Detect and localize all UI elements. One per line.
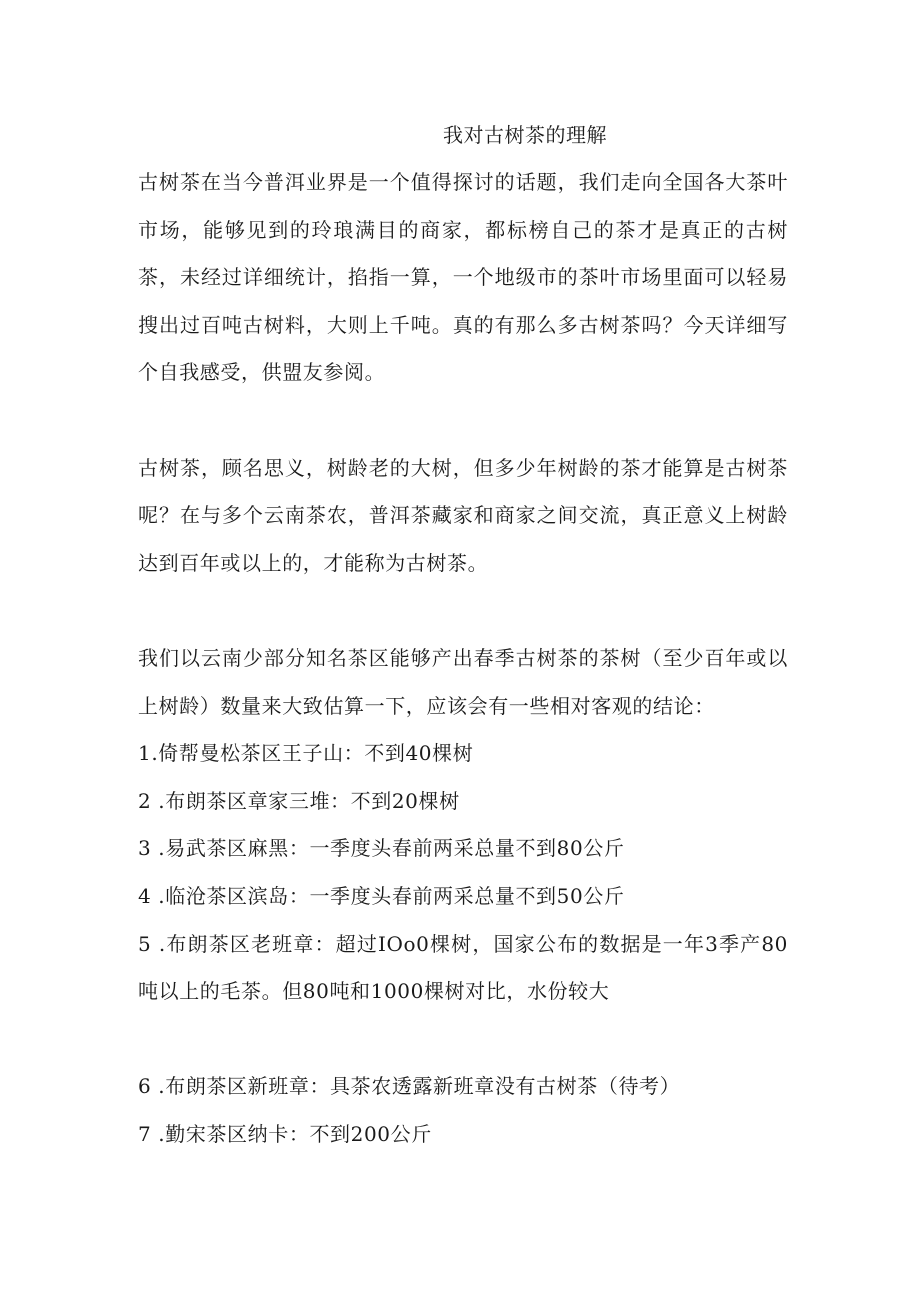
document-title: 我对古树茶的理解: [443, 123, 607, 147]
paragraph-definition: 古树茶，顾名思义，树龄老的大树，但多少年树龄的茶才能算是古树茶呢？在与多个云南茶农，普洱茶藏家和商家之间交流，真正意义上树龄达到百年或以上的，才能称为古树茶。: [138, 455, 788, 575]
paragraph-gap: [138, 587, 788, 635]
list-item-4: 4 .临沧茶区滨岛：一季度头春前两采总量不到50公斤: [138, 883, 625, 908]
list-item-7: 7 .勤宋茶区纳卡：不到200公斤: [138, 1121, 432, 1146]
list-item-1: 1.倚帮曼松茶区王子山：不到40棵树: [138, 741, 474, 766]
paragraph-estimate: 我们以云南少部分知名茶区能够产出春季古树茶的茶树（至少百年或以上树龄）数量来大致估算一下，应该会有一些相对客观的结论：: [138, 645, 788, 718]
paragraph-intro: 古树茶在当今普洱业界是一个值得探讨的话题，我们走向全国各大茶叶市场，能够见到的玲琅满目的商家，都标榜自己的茶才是真正的古树茶，未经过详细统计，掐指一算，一个地级市的茶叶市场里面可以轻易搜出过百吨古树料，大则上千吨。真的有那么多古树茶吗？今天详细写个自我感受，供盟友参阅。: [138, 170, 788, 385]
list-item-6: 6 .布朗茶区新班章：具茶农透露新班章没有古树茶（待考）: [138, 1074, 681, 1099]
list-item-5: 5 .布朗茶区老班章：超过IOo0棵树，国家公布的数据是一年3季产80吨以上的毛茶。但80吨和1000棵树对比，水份较大: [138, 931, 788, 1004]
paragraph-gap: [138, 397, 788, 445]
document-body: [138, 159, 788, 1158]
list-item-2: 2 .布朗茶区章家三堆：不到20棵树: [138, 788, 460, 813]
list-item-3: 3 .易武茶区麻黑：一季度头春前两采总量不到80公斤: [138, 836, 625, 861]
paragraph-gap: [138, 1016, 788, 1064]
